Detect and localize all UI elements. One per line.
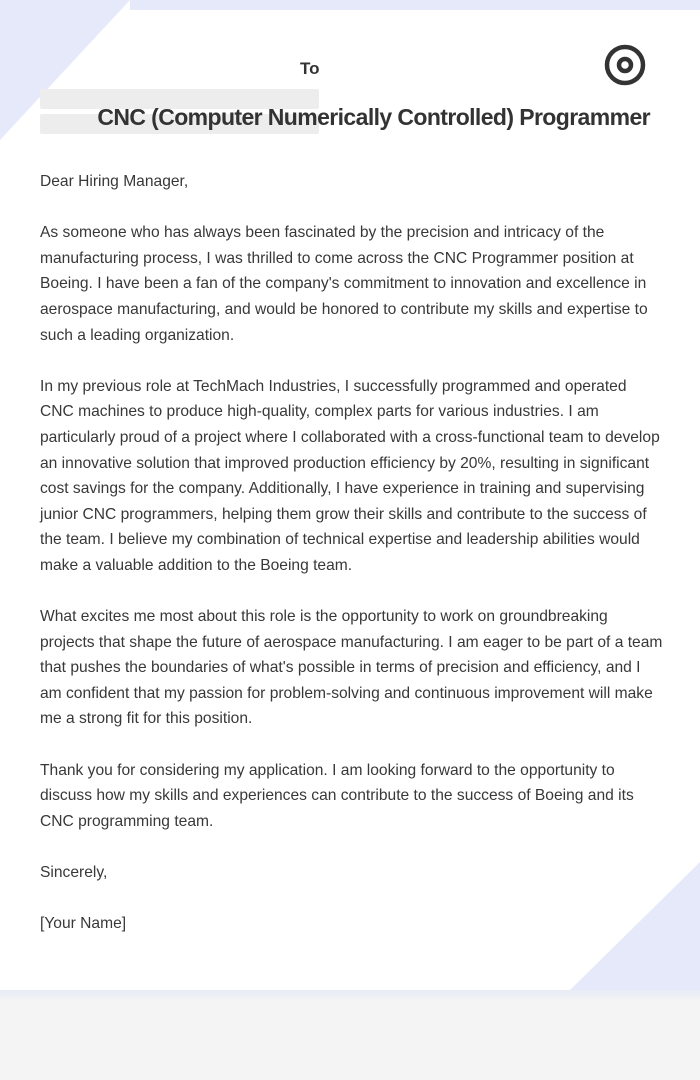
letter-paragraph: In my previous role at TechMach Industries, I successfully programmed and operated CNC machines to produce high-quality, complex parts for various industries. I am particularly proud of a project where I collaborated with a cross-functional team to develop an innovative solution that improved production efficiency by 20%, resulting in significant cost savings for the company. Additionally, I have experience in training and supervising junior CNC programmers, helping them grow their skills and contribute to the success of the team. I believe my combination of technical expertise and leadership abilities would make a valuable addition to the Boeing team. xyxy=(40,377,660,574)
signature: [Your Name] xyxy=(40,915,127,933)
letter-paragraph: Thank you for considering my application. I am looking forward to the opportunity to discuss how my skills and experiences can contribute to the success of Boeing and its CNC programming team. xyxy=(40,761,634,830)
salutation: Dear Hiring Manager, xyxy=(40,173,189,190)
top-border-strip xyxy=(130,0,700,10)
recipient-label: To xyxy=(300,59,320,78)
page-bottom-shadow xyxy=(0,990,700,1002)
letter-paragraph: What excites me most about this role is the opportunity to work on groundbreaking projects that shape the future of aerospace manufacturing. I am eager to be part of a team that pushes the boundaries of what's possible in terms of precision and efficiency, and I am confident that my passion for problem-solving and continuous improvement will make me a strong fit for this position. xyxy=(40,608,663,728)
letter-body xyxy=(40,169,664,962)
target-icon xyxy=(604,44,646,86)
letter-paragraph: As someone who has always been fascinated by the precision and intricacy of the manufacturing process, I was thrilled to come across the CNC Programmer position at Boeing. I have been a fan of the company's commitment to innovation and excellence in aerospace manufacturing, and would be honored to contribute my skills and expertise to such a leading organization. xyxy=(40,224,648,344)
job-title-heading: CNC (Computer Numerically Controlled) Programmer xyxy=(97,104,650,130)
closing: Sincerely, xyxy=(40,864,108,882)
